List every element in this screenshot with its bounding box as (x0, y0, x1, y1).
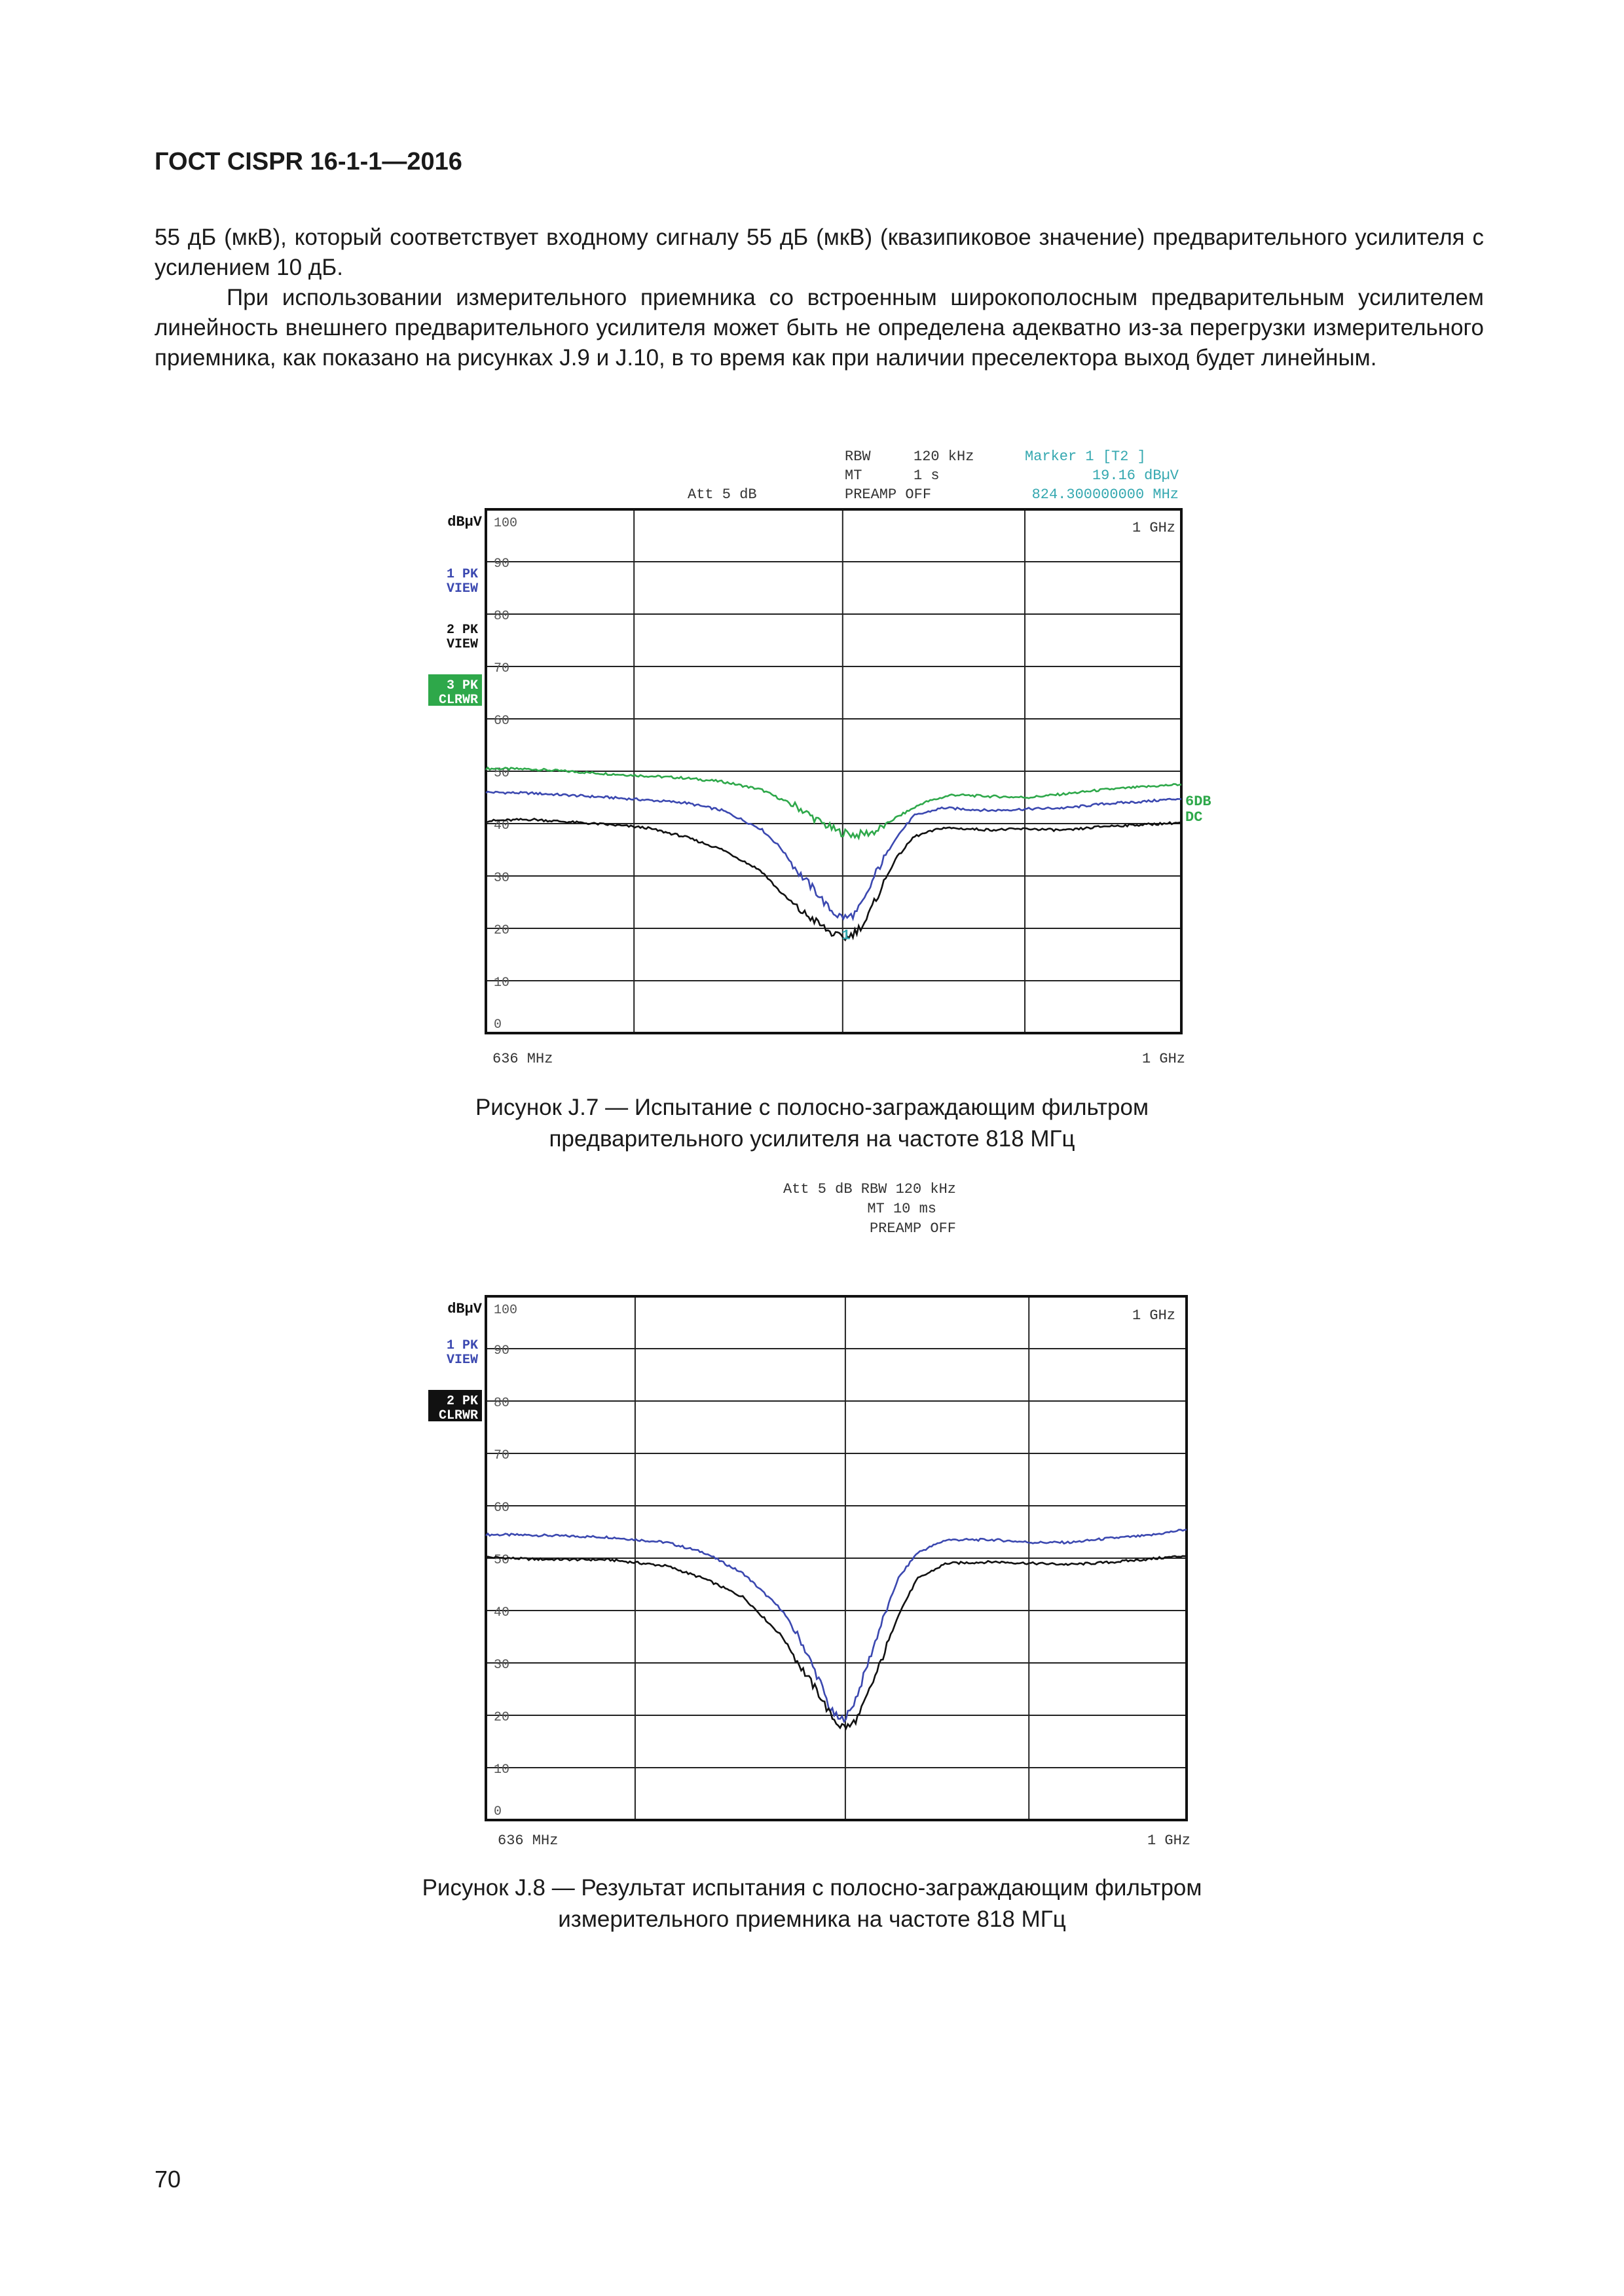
page-header: ГОСТ CISPR 16-1-1—2016 (155, 148, 462, 175)
y-tick-label: 100 (494, 1303, 518, 1318)
y-tick-label: 40 (494, 818, 510, 833)
trace-label-line-2: VIEW (446, 637, 478, 652)
caption-line-2: предварительного усилителя на частоте 818 МГц (549, 1126, 1075, 1152)
y-tick-label: 60 (494, 1501, 510, 1516)
y-tick-label: 10 (494, 975, 510, 991)
figure-j7-caption (0, 1092, 1624, 1155)
annotation-line-2: DC (1185, 809, 1203, 826)
y-tick-label: 50 (494, 766, 510, 781)
y-tick-label: 30 (494, 871, 510, 886)
y-tick-label: 70 (494, 661, 510, 676)
marker-level: 19.16 dBµV (1092, 467, 1179, 484)
chart-header (688, 448, 1179, 503)
caption-line-2: измерительного приемника на частоте 818 МГц (558, 1906, 1066, 1932)
rbw-label: RBW (845, 448, 871, 465)
figure-j8-chart (0, 1165, 1624, 1859)
series-line (486, 819, 1181, 940)
y-tick-label: 50 (494, 1553, 510, 1568)
trace-labels (428, 567, 482, 708)
y-tick-label: 20 (494, 1710, 510, 1725)
series-line (486, 792, 1181, 919)
page-number: 70 (155, 2166, 181, 2193)
body-text (155, 223, 1484, 373)
caption-line-1: Рисунок J.7 — Испытание с полосно-заграждающим фильтром (475, 1095, 1149, 1120)
figure-j8-caption (0, 1872, 1624, 1935)
y-tick-label: 90 (494, 556, 510, 572)
y-tick-label: 80 (494, 1396, 510, 1411)
header-line-3: PREAMP OFF (869, 1220, 956, 1237)
trace-label-line-2: CLRWR (438, 1408, 478, 1423)
y-tick-label: 60 (494, 714, 510, 729)
chart-header (783, 1181, 956, 1237)
y-tick-label: 70 (494, 1448, 510, 1463)
trace-label-line-1: 1 PK (446, 567, 478, 582)
y-axis-label: dBµV (447, 514, 482, 530)
preamp-label: PREAMP OFF (845, 486, 932, 503)
plot-area (486, 509, 1181, 1033)
marker-point: 1 (841, 927, 851, 944)
x-start-label: 636 MHz (498, 1832, 559, 1849)
header-line-1: Att 5 dB RBW 120 kHz (783, 1181, 956, 1197)
header-line-2: MT 10 ms (867, 1201, 936, 1217)
annotation-line-1: 6DB (1185, 793, 1211, 810)
marker-label: Marker 1 [T2 ] (1025, 448, 1146, 465)
trace-label-line-2: VIEW (446, 1353, 478, 1368)
y-tick-label: 100 (494, 516, 518, 531)
y-tick-label: 0 (494, 1017, 502, 1032)
x-start-label: 636 MHz (492, 1051, 553, 1067)
x-end-label: 1 GHz (1147, 1832, 1190, 1849)
y-tick-label: 80 (494, 609, 510, 624)
trace-label-line-1: 3 PK (446, 678, 478, 693)
y-axis-label: dBµV (447, 1301, 482, 1317)
trace-labels (428, 1338, 482, 1423)
att-label: Att 5 dB (688, 486, 757, 503)
y-tick-label: 0 (494, 1804, 502, 1819)
y-tick-label: 90 (494, 1343, 510, 1358)
y-tick-label: 10 (494, 1762, 510, 1777)
y-tick-label: 20 (494, 923, 510, 938)
y-tick-label: 40 (494, 1605, 510, 1620)
trace-label-line-1: 2 PK (446, 623, 478, 638)
paragraph-2: При использовании измерительного приемника со встроенным широкополосным предварительным усилителем линейность внешнего предварительного усилителя может быть не определена адекватно из-за перегрузки измерительного приемника, как показано на рисунках J.9 и J.10, в то время как при наличии преселектора выход будет линейным. (155, 285, 1484, 371)
caption-line-1: Рисунок J.8 — Результат испытания с полосно-заграждающим фильтром (422, 1875, 1202, 1901)
mt-value: 1 s (913, 467, 940, 484)
right-annotation (1185, 793, 1211, 826)
top-right-frequency-label: 1 GHz (1132, 520, 1175, 536)
trace-label-line-1: 2 PK (446, 1394, 478, 1409)
y-tick-label: 30 (494, 1658, 510, 1673)
mt-label: MT (845, 467, 862, 484)
series-line (486, 1556, 1187, 1729)
plot-area (486, 1296, 1187, 1820)
trace-label-line-1: 1 PK (446, 1338, 478, 1353)
rbw-value: 120 kHz (913, 448, 974, 465)
top-right-frequency-label: 1 GHz (1132, 1307, 1175, 1324)
trace-label-line-2: CLRWR (438, 693, 478, 708)
figure-j7-chart (0, 432, 1624, 1067)
x-end-label: 1 GHz (1141, 1051, 1185, 1067)
trace-label-line-2: VIEW (446, 581, 478, 596)
paragraph-1: 55 дБ (мкВ), который соответствует входному сигналу 55 дБ (мкВ) (квазипиковое значение) предварительного усилителя с усилением 10 дБ. (155, 225, 1484, 280)
marker-frequency: 824.300000000 MHz (1031, 486, 1179, 503)
